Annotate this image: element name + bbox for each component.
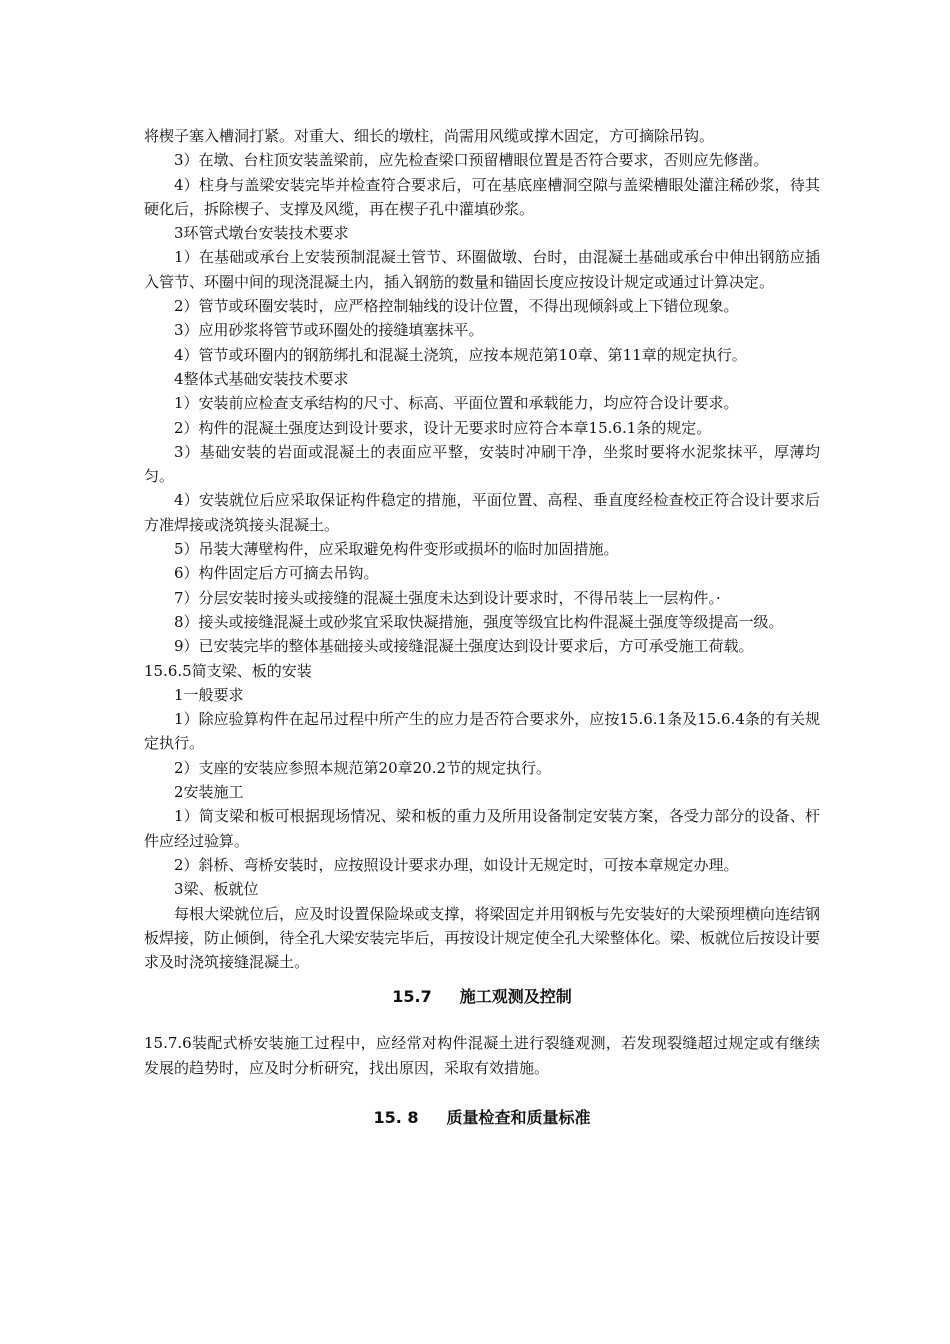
- body-paragraph: 2）支座的安装应参照本规范第20章20.2节的规定执行。: [174, 758, 552, 777]
- section-title: 施工观测及控制: [459, 987, 572, 1007]
- body-paragraph: 4）安装就位后应采取保证构件稳定的措施，平面位置、高程、垂直度经检查校正符合设计要求后方准焊接或浇筑接头混凝土。: [144, 491, 820, 534]
- body-paragraph: 3环管式墩台安装技术要求: [174, 224, 349, 243]
- section-title: 质量检查和质量标准: [446, 1107, 591, 1127]
- section-number: 15. 8: [373, 1107, 419, 1127]
- body-paragraph: 1一般要求: [174, 685, 244, 704]
- body-paragraph: 3）基础安装的岩面或混凝土的表面应平整，安装时冲刷干净，坐浆时要将水泥浆抹平，厚薄均匀。: [144, 442, 820, 486]
- body-paragraph: 每根大梁就位后，应及时设置保险垛或支撑，将梁固定并用钢板与先安装好的大梁预埋横向连结钢板焊接，防止倾倒，待全孔大梁安装完毕后，再按设计规定使全孔大梁整体化。梁、板就位后按设计要求及时浇筑接缝混凝土。: [144, 904, 820, 972]
- body-paragraph: 3梁、板就位: [174, 880, 259, 899]
- body-paragraph: 1）简支梁和板可根据现场情况、梁和板的重力及所用设备制定安装方案，各受力部分的设备、杆件应经过验算。: [144, 807, 820, 850]
- body-paragraph: 3）应用砂浆将管节或环圈处的接缝填塞抹平。: [174, 321, 484, 340]
- document-body: [144, 124, 820, 1130]
- body-paragraph: 2安装施工: [174, 783, 244, 802]
- body-paragraph: 3）在墩、台柱顶安装盖梁前，应先检查梁口预留槽眼位置是否符合要求，否则应先修凿。: [174, 151, 769, 170]
- body-paragraph: 4）管节或环圈内的钢筋绑扎和混凝土浇筑，应按本规范第10章、第11章的规定执行。: [174, 345, 747, 364]
- body-paragraph: 5）吊装大薄壁构件，应采取避免构件变形或损坏的临时加固措施。: [174, 540, 619, 559]
- section-heading-15-8: [144, 1106, 820, 1130]
- body-paragraph: 将楔子塞入槽洞打紧。对重大、细长的墩柱，尚需用风缆或撑木固定，方可摘除吊钩。: [144, 127, 715, 145]
- body-paragraph: 4）柱身与盖梁安装完毕并检查符合要求后，可在基底座槽洞空隙与盖梁槽眼处灌注稀砂浆，待其硬化后，拆除楔子、支撑及风缆，再在楔子孔中灌填砂浆。: [144, 175, 820, 218]
- body-paragraph: 15.6.5简支梁、板的安装: [144, 661, 312, 680]
- body-paragraph: 2）斜桥、弯桥安装时，应按照设计要求办理，如设计无规定时，可按本章规定办理。: [174, 855, 739, 874]
- section-number: 15.7: [392, 987, 432, 1007]
- body-paragraph: 1）在基础或承台上安装预制混凝土管节、环圈做墩、台时，由混凝土基础或承台中伸出钢筋应插入管节、环圈中间的现浇混凝土内，插入钢筋的数量和锚固长度应按设计规定或通过计算决定。: [144, 248, 820, 291]
- body-paragraph: 6）构件固定后方可摘去吊钩。: [174, 564, 379, 583]
- body-paragraph: 7）分层安装时接头或接缝的混凝土强度未达到设计要求时，不得吊装上一层构件。·: [174, 588, 721, 607]
- body-paragraph: 1）安装前应检查支承结构的尺寸、标高、平面位置和承载能力，均应符合设计要求。: [174, 394, 739, 413]
- body-paragraph: 2）管节或环圈安装时，应严格控制轴线的设计位置，不得出现倾斜或上下错位现象。: [174, 297, 739, 316]
- section-15-7-paragraph: 15.7.6装配式桥安装施工过程中，应经常对构件混凝土进行裂缝观测，若发现裂缝超过规定或有继续发展的趋势时，应及时分析研究，找出原因，采取有效措施。: [144, 1034, 820, 1077]
- section-heading-15-7: [144, 985, 820, 1009]
- body-paragraph: 2）构件的混凝土强度达到设计要求，设计无要求时应符合本章15.6.1条的规定。: [174, 418, 712, 437]
- paragraph-list: [144, 124, 820, 974]
- body-paragraph: 4整体式基础安装技术要求: [174, 369, 349, 388]
- body-paragraph: 8）接头或接缝混凝土或砂浆宜采取快凝措施，强度等级宜比构件混凝土强度等级提高一级。: [174, 612, 784, 631]
- body-paragraph: 1）除应验算构件在起吊过程中所产生的应力是否符合要求外，应按15.6.1条及15.6.4条的有关规定执行。: [144, 710, 820, 753]
- body-paragraph: 9）已安装完毕的整体基础接头或接缝混凝土强度达到设计要求后，方可承受施工荷载。: [174, 637, 754, 656]
